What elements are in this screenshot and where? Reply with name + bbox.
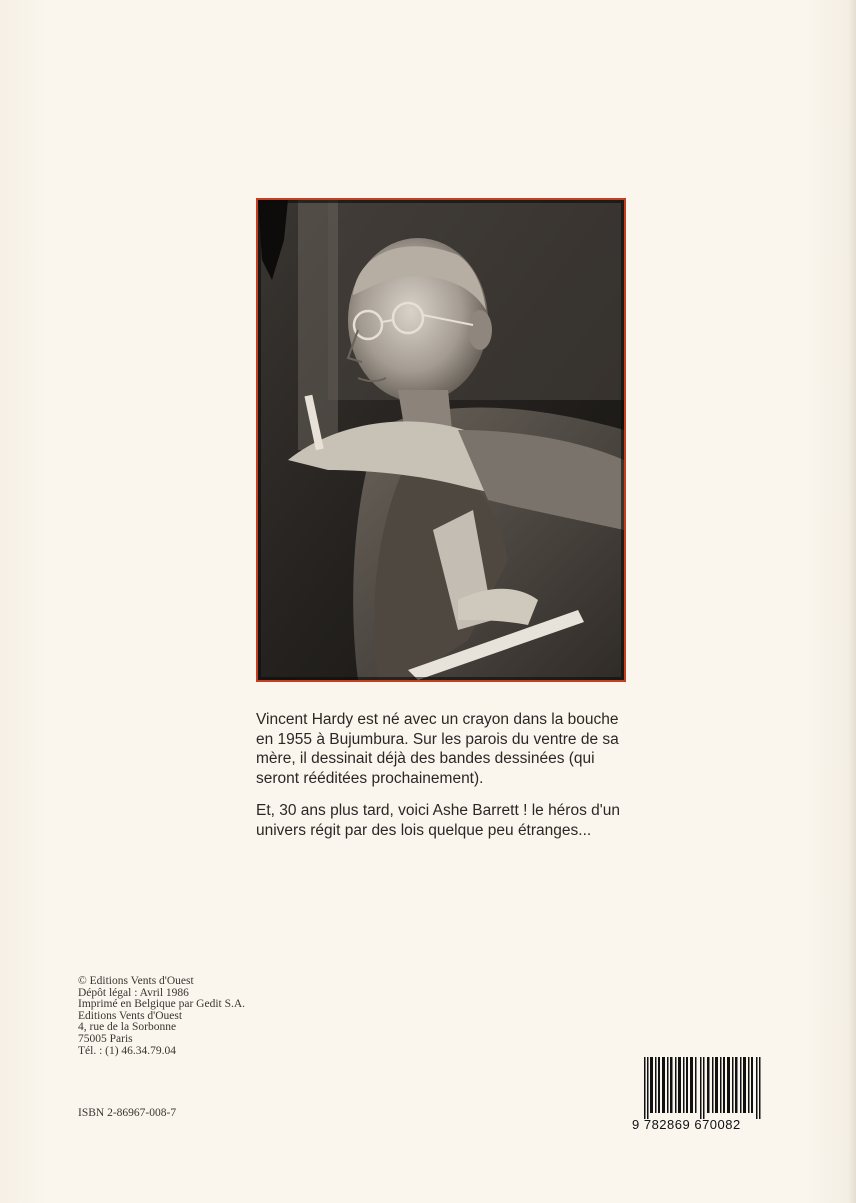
author-bio	[256, 710, 636, 853]
page-edge-shadow	[848, 0, 856, 1203]
credits-street: 4, rue de la Sorbonne	[78, 1021, 177, 1034]
credits-legal-deposit: Dépôt légal : Avril 1986	[78, 986, 189, 999]
bio-paragraph-2: Et, 30 ans plus tard, voici Ashe Barrett ! le héros d'un univers régit par des lois quelque peu étranges...	[256, 802, 620, 839]
credits-phone: Tél. : (1) 46.34.79.04	[78, 1044, 177, 1057]
author-photo-frame	[256, 198, 626, 682]
author-photo	[258, 200, 624, 680]
credits-copyright: © Editions Vents d'Ouest	[78, 975, 194, 987]
credits-publisher: Editions Vents d'Ouest	[78, 1009, 183, 1022]
isbn-number: ISBN 2-86967-008-7	[78, 1107, 177, 1119]
credits-city: 75005 Paris	[78, 1032, 133, 1045]
barcode-bars-icon	[644, 1057, 764, 1119]
credits-printer: Imprimé en Belgique par Gedit S.A.	[78, 998, 246, 1011]
bio-paragraph-1: Vincent Hardy est né avec un crayon dans la bouche en 1955 à Bujumbura. Sur les parois du ventre de sa mère, il dessinait déjà des bandes dessinées (qui seront rééditées prochainement).	[256, 711, 619, 787]
author-photo-image	[258, 200, 624, 680]
barcode-digits: 9 782869 670082	[632, 1117, 741, 1132]
publisher-credits	[78, 976, 338, 1057]
ean-barcode	[632, 1055, 772, 1135]
